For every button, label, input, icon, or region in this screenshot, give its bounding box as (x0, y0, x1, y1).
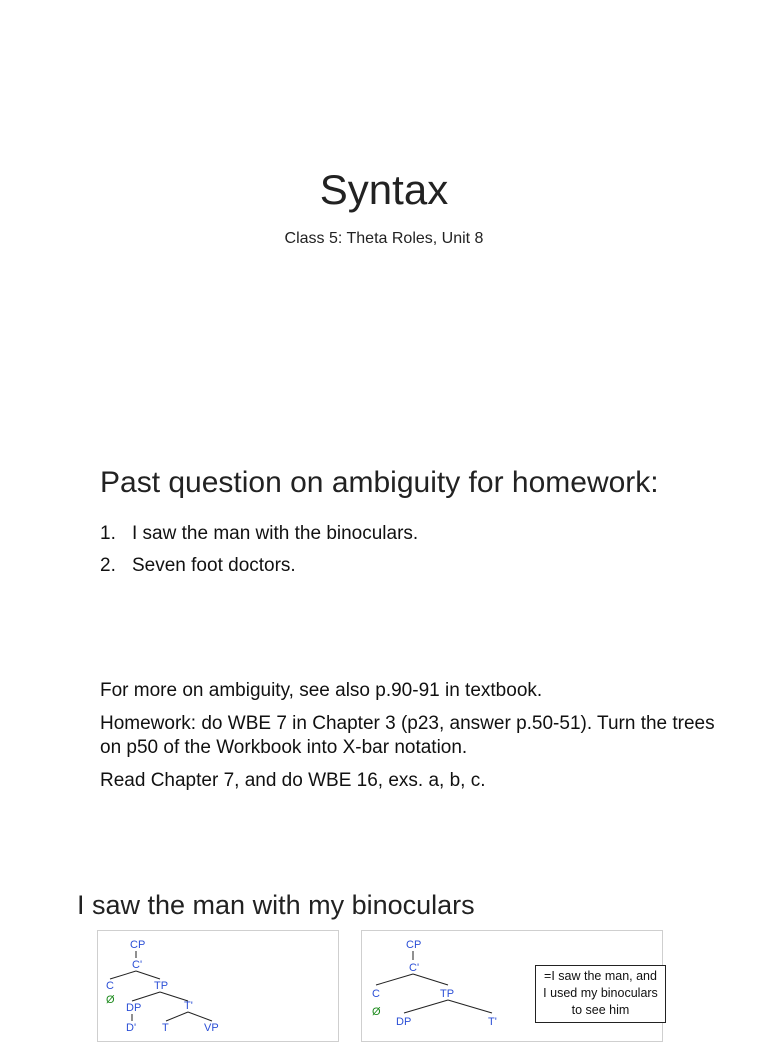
list-item (100, 518, 418, 550)
tree-edge (132, 992, 160, 1001)
note-line: to see him (571, 1003, 630, 1017)
slide-title: Syntax (319, 166, 449, 213)
list-item (100, 550, 418, 582)
tree-edge (188, 1012, 212, 1021)
tree-node: TP (440, 988, 455, 1000)
list-item-text: Seven foot doctors. (132, 555, 296, 576)
tree-node: DP (396, 1016, 412, 1028)
tree-edge (110, 971, 136, 979)
tree-node: DP (126, 1002, 142, 1014)
tree-node: TP (154, 980, 169, 992)
tree-edge (413, 974, 448, 985)
paragraph-reading: Read Chapter 7, and do WBE 16, exs. a, b, c. (100, 770, 486, 791)
paragraph-homework: Homework: do WBE 7 in Chapter 3 (p23, answer p.50-51). Turn the trees on p50 of the Workbook into X-bar notation. (100, 713, 715, 758)
tree-node: T' (184, 1000, 193, 1012)
tree-edge (136, 971, 160, 979)
tree-diagram-1 (97, 930, 339, 1042)
tree-edge (166, 1012, 188, 1021)
tree-node: C (372, 988, 380, 1000)
tree-edge (376, 974, 413, 985)
tree-node-null: Ø (106, 994, 115, 1006)
list-item-number: 1. (100, 523, 116, 544)
tree-node: D' (126, 1022, 137, 1034)
ambiguity-list (100, 518, 418, 582)
tree-node: CP (130, 939, 146, 951)
list-item-number: 2. (100, 555, 116, 576)
note-line: I used my binoculars (543, 986, 658, 1000)
tree-node: T (162, 1022, 169, 1034)
tree-node-null: Ø (372, 1006, 381, 1018)
tree-node: VP (204, 1022, 219, 1034)
tree-node: C' (409, 962, 420, 974)
tree-node: T' (488, 1016, 497, 1028)
note-line: =I saw the man, and (544, 969, 657, 983)
interpretation-note (535, 965, 666, 1023)
example-heading: I saw the man with my binoculars (77, 890, 475, 920)
tree-edge (404, 1000, 448, 1013)
list-item-text: I saw the man with the binoculars. (132, 523, 419, 544)
tree-edge (448, 1000, 492, 1013)
homework-heading: Past question on ambiguity for homework: (100, 466, 659, 499)
slide-subtitle: Class 5: Theta Roles, Unit 8 (284, 230, 484, 247)
tree-1-svg (98, 931, 338, 1041)
tree-node: C' (132, 959, 143, 971)
tree-node: CP (406, 939, 422, 951)
tree-node: C (106, 980, 114, 992)
paragraph-ambiguity-reference: For more on ambiguity, see also p.90-91 in textbook. (100, 680, 543, 701)
